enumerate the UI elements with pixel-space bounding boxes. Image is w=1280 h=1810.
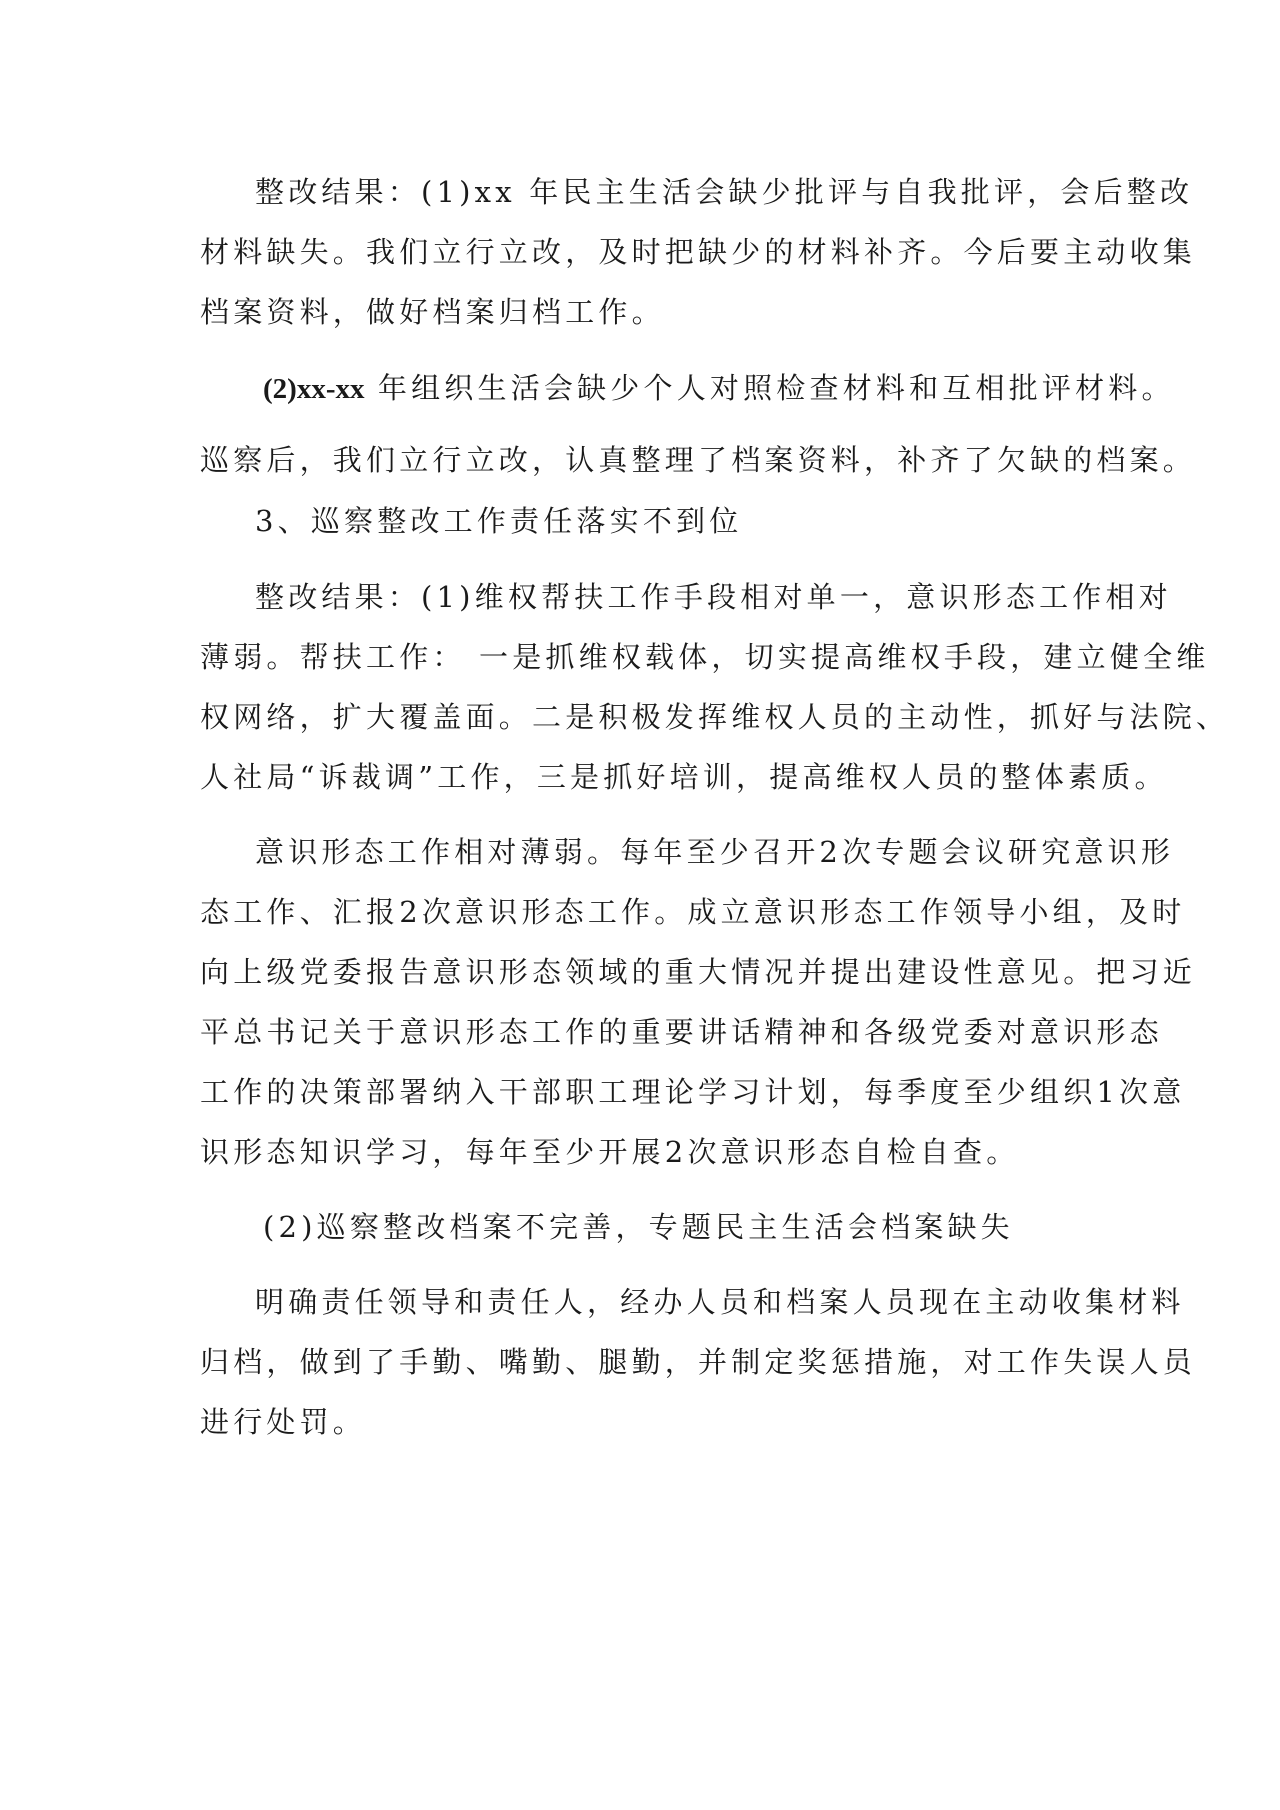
paragraph-4-line-5: 工作的决策部署纳入干部职工理论学习计划，每季度至少组织1次意 — [200, 1075, 1186, 1109]
paragraph-2-text: 年组织生活会缺少个人对照检查材料和互相批评材料。 — [364, 371, 1175, 405]
paragraph-4-line-6: 识形态知识学习，每年至少开展2次意识形态自检自查。 — [200, 1135, 1020, 1169]
paragraph-1-line-3: 档案资料，做好档案归档工作。 — [200, 295, 665, 329]
paragraph-4-line-2: 态工作、汇报2次意识形态工作。成立意识形态工作领导小组，及时 — [200, 895, 1186, 929]
paragraph-2-line-2: 巡察后，我们立行立改，认真整理了档案资料，补齐了欠缺的档案。 — [200, 443, 1197, 477]
paragraph-4-line-4: 平总书记关于意识形态工作的重要讲话精神和各级党委对意识形态 — [200, 1015, 1163, 1049]
paragraph-6-line-2: 归档，做到了手勤、嘴勤、腿勤，并制定奖惩措施，对工作失误人员 — [200, 1345, 1197, 1379]
paragraph-4-line-1: 意识形态工作相对薄弱。每年至少召开2次专题会议研究意识形 — [255, 835, 1175, 869]
paragraph-1-line-2: 材料缺失。我们立行立改，及时把缺少的材料补齐。今后要主动收集 — [200, 235, 1197, 269]
paragraph-1-line-1: 整改结果：(1)xx 年民主生活会缺少批评与自我批评，会后整改 — [255, 175, 1194, 209]
paragraph-6-line-3: 进行处罚。 — [200, 1405, 367, 1439]
paragraph-5-heading: (2)巡察整改档案不完善，专题民主生活会档案缺失 — [263, 1210, 1014, 1244]
paragraph-2-line-1 — [263, 371, 1175, 405]
paragraph-6-line-1: 明确责任领导和责任人，经办人员和档案人员现在主动收集材料 — [255, 1285, 1185, 1319]
paragraph-3-line-1: 整改结果：(1)维权帮扶工作手段相对单一，意识形态工作相对 — [255, 580, 1172, 614]
section-heading-3: 3、巡察整改工作责任落实不到位 — [255, 504, 743, 538]
paragraph-3-line-4: 人社局“诉裁调”工作，三是抓好培训，提高维权人员的整体素质。 — [200, 760, 1168, 794]
paragraph-2-bold-prefix: (2)xx-xx — [263, 373, 365, 405]
paragraph-4-line-3: 向上级党委报告意识形态领域的重大情况并提出建设性意见。把习近 — [200, 955, 1197, 989]
paragraph-3-line-3: 权网络，扩大覆盖面。二是积极发挥维权人员的主动性，抓好与法院、 — [200, 700, 1230, 734]
paragraph-3-line-2: 薄弱。帮扶工作： 一是抓维权载体，切实提高维权手段，建立健全维 — [200, 640, 1210, 674]
